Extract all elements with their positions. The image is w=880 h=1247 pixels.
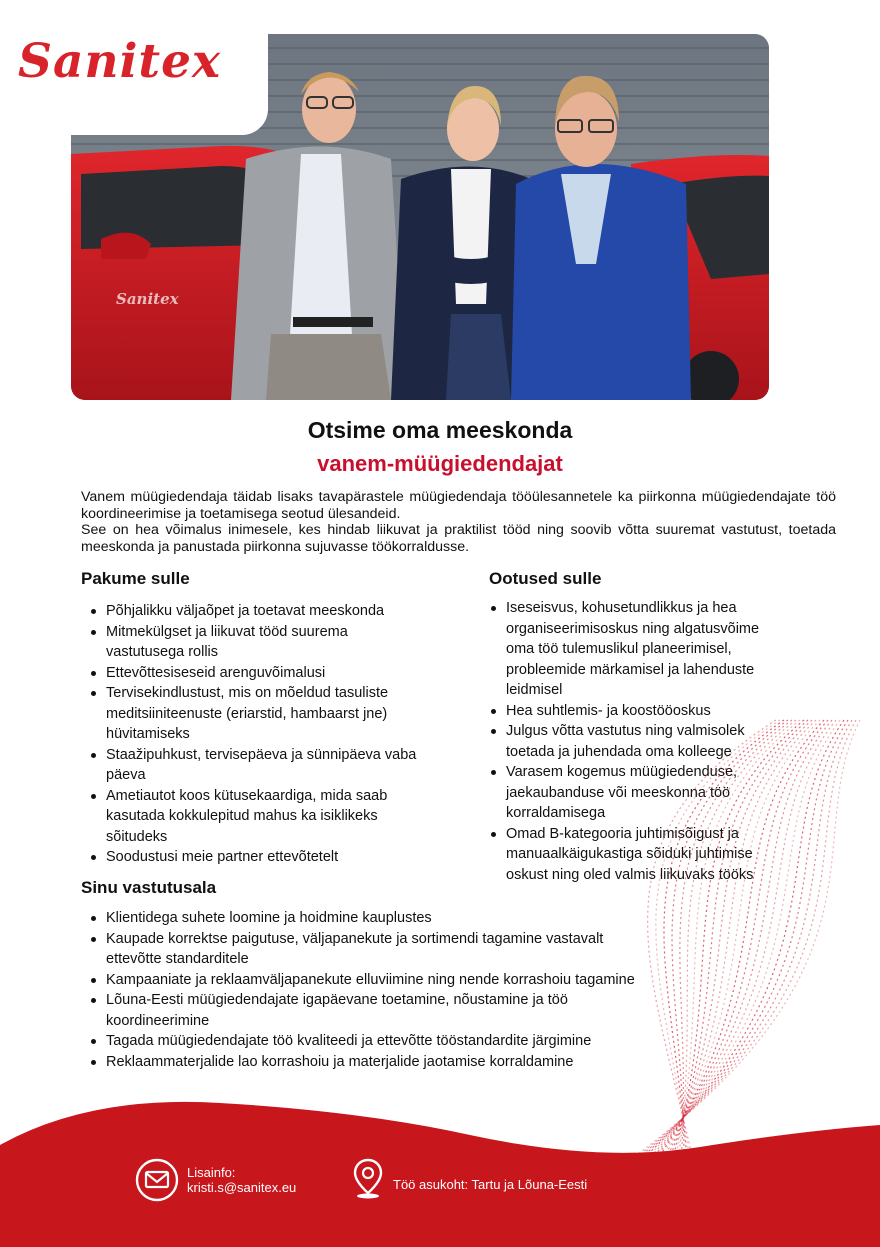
intro-paragraph: Vanem müügiedendaja täidab lisaks tavapärastele müügiedendaja tööülesannetele ka piirkonna müügiedendajate töö koordineerimise ja toetamisega seotud ülesandeid. [81, 489, 836, 522]
sanitex-logo: Sanitex [18, 34, 222, 89]
responsibilities-heading: Sinu vastutusala [81, 878, 217, 897]
list-item: Kampaaniate ja reklaamväljapanekute elluviimine ning nende korrashoiu tagamine [81, 970, 651, 991]
list-item: Varasem kogemus müügiedenduse, jaekaubanduse või meeskonna töö korraldamisega [481, 762, 786, 824]
job-title: vanem-müügiedendajat [317, 451, 563, 476]
contact-info [187, 1165, 296, 1195]
intro-text [81, 489, 836, 555]
location-pin-icon [352, 1157, 384, 1204]
responsibilities-list [81, 908, 651, 1072]
list-item: Mitmekülgset ja liikuvat tööd suurema vastutusega rollis [81, 622, 426, 663]
list-item: Julgus võtta vastutus ning valmisolek toetada ja juhendada oma kolleege [481, 721, 786, 762]
list-item: Iseseisvus, kohusetundlikkus ja hea organiseerimisoskus ning algatusvõime oma töö tulemuslikul planeerimisel, probleemide märkamisel ja lahenduste leidmisel [481, 598, 786, 701]
list-item: Ametiautot koos kütusekaardiga, mida saab kasutada kokkulepitud mahus ka isiklikeks sõitudeks [81, 786, 426, 848]
contact-label: Lisainfo: [187, 1165, 236, 1180]
contact-email[interactable]: kristi.s@sanitex.eu [187, 1180, 297, 1195]
list-item: Hea suhtlemis- ja koostööoskus [481, 701, 786, 722]
list-item: Tagada müügiedendajate töö kvaliteedi ja ettevõtte tööstandardite järgimine [81, 1031, 651, 1052]
location-text: Töö asukoht: Tartu ja Lõuna-Eesti [393, 1177, 588, 1192]
list-item: Klientidega suhete loomine ja hoidmine kauplustes [81, 908, 651, 929]
list-item: Soodustusi meie partner ettevõtetelt [81, 847, 426, 868]
list-item: Kaupade korrektse paigutuse, väljapanekute ja sortimendi tagamine vastavalt ettevõtte standarditele [81, 929, 651, 970]
logo-tab [0, 0, 268, 135]
intro-paragraph: See on hea võimalus inimesele, kes hindab liikuvat ja praktilist tööd ning soovib võtta suuremat vastutust, toetada meeskonda ja panustada piirkonna sujuvasse töökorraldusse. [81, 522, 836, 555]
expectations-heading: Ootused sulle [489, 569, 602, 588]
car-logo-text: Sanitex [116, 290, 179, 308]
list-item: Staažipuhkust, tervisepäeva ja sünnipäeva vaba päeva [81, 745, 426, 786]
list-item: Põhjalikku väljaõpet ja toetavat meeskonda [81, 601, 426, 622]
list-item: Lõuna-Eesti müügiedendajate igapäevane toetamine, nõustamine ja töö koordineerimine [81, 990, 651, 1031]
list-item: Ettevõttesiseseid arenguvõimalusi [81, 663, 426, 684]
list-item: Omad B-kategooria juhtimisõigust ja manuaalkäigukastiga sõiduki juhtimise oskust ning oled valmis liikuvaks tööks [481, 824, 786, 886]
page-title: Otsime oma meeskonda [307, 417, 573, 443]
list-item: Reklaammaterjalide lao korrashoiu ja materjalide jaotamise korraldamine [81, 1052, 651, 1073]
offer-list [81, 601, 426, 868]
offer-heading: Pakume sulle [81, 569, 190, 588]
list-item: Tervisekindlustust, mis on mõeldud tasuliste meditsiiniteenuste (eriarstid, hambaarst jne) hüvitamiseks [81, 683, 426, 745]
mail-icon [135, 1158, 179, 1207]
footer-background [0, 1085, 880, 1247]
